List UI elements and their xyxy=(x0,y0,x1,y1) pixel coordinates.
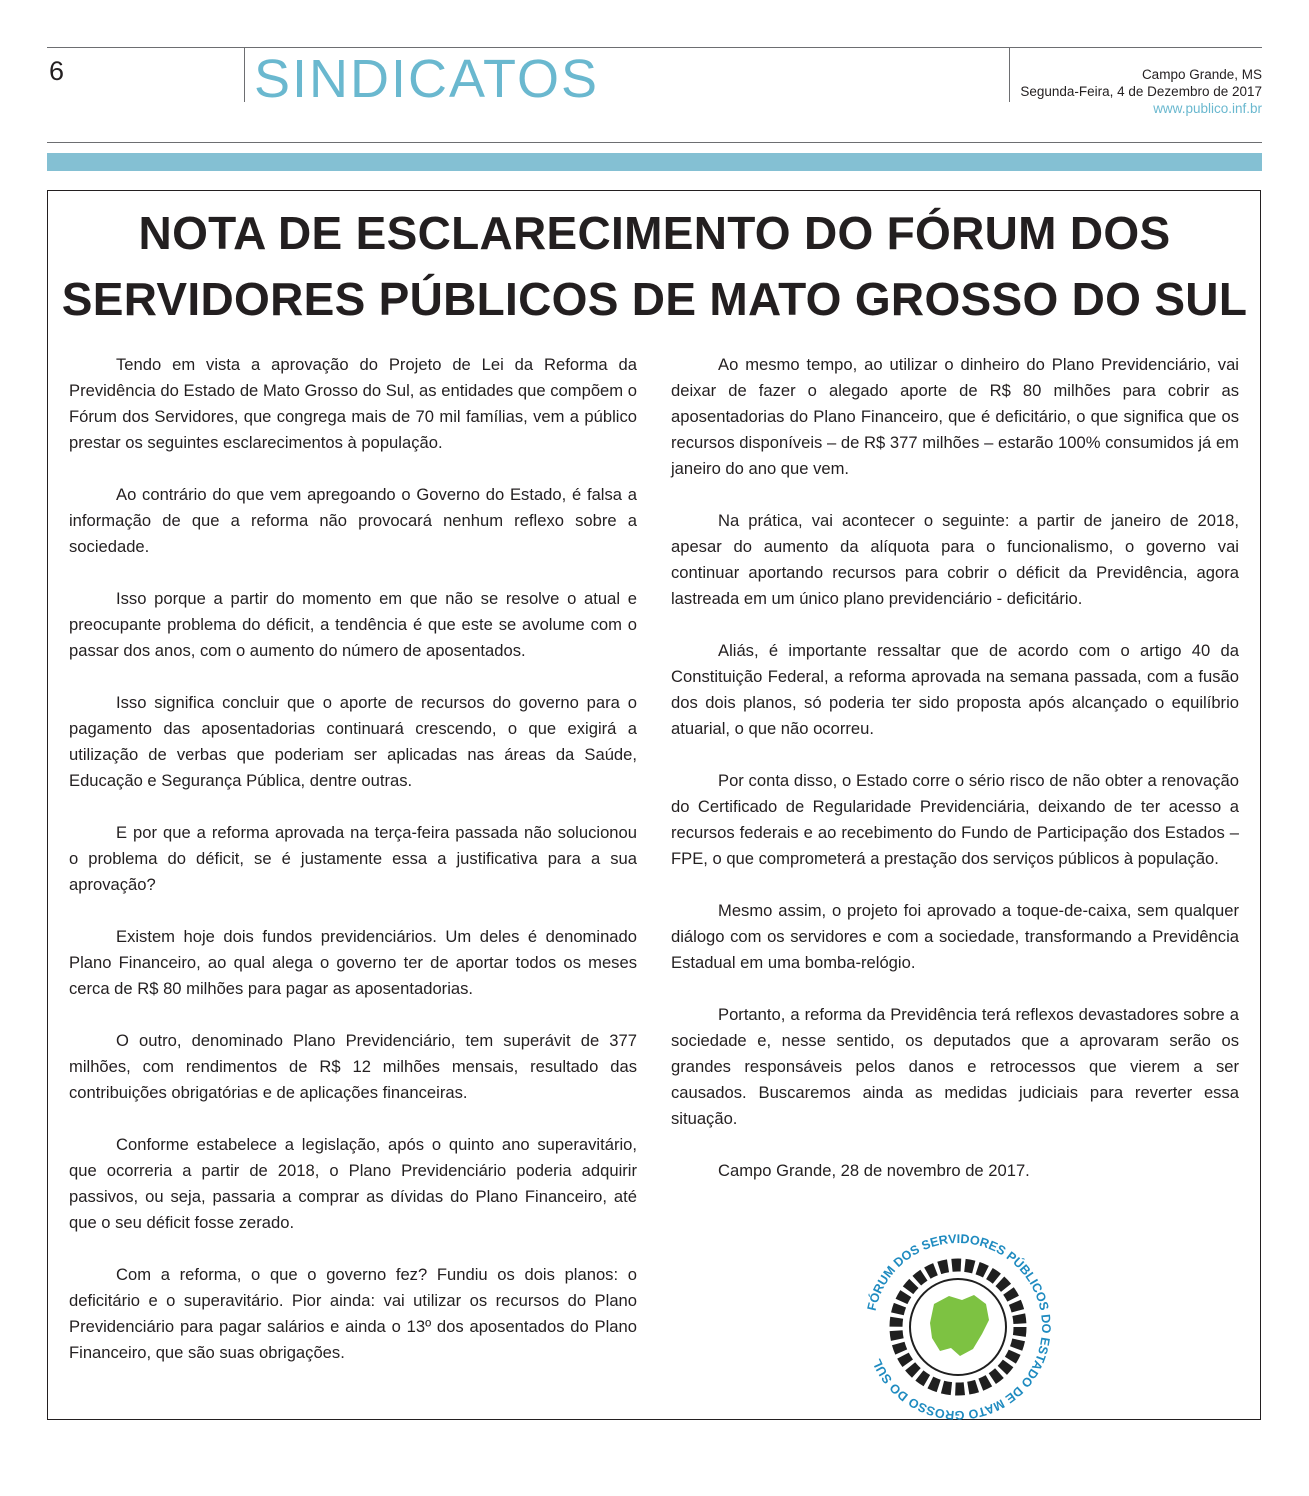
paragraph: Isso porque a partir do momento em que não se resolve o atual e preocupante problema do déficit, a tendência é que este se avolume com o passar dos anos, com o aumento do número de aposentados. xyxy=(69,589,637,660)
header-divider-right xyxy=(1009,47,1010,102)
article-headline xyxy=(0,200,1309,332)
header-meta xyxy=(1020,66,1262,117)
paragraph: Conforme estabelece a legislação, após o quinto ano superavitário, que ocorreria a partir de 2018, o Plano Previdenciário poderia adquirir passivos, ou seja, passaria a comprar as dívidas do Plano Financeiro, até que o seu déficit fosse zerado. xyxy=(69,1135,637,1232)
paragraph: E por que a reforma aprovada na terça-feira passada não solucionou o problema do déficit, se é justamente essa a justificativa para a sua aprovação? xyxy=(69,823,637,894)
paragraph: Portanto, a reforma da Previdência terá reflexos devastadores sobre a sociedade e, nesse sentido, os deputados que a aprovaram serão os grandes responsáveis pelos danos e retrocessos que vierem a ser causados. Buscaremos ainda as medidas judiciais para reverter essa situação. xyxy=(671,1005,1239,1128)
mato-grosso-do-sul-map xyxy=(930,1295,989,1356)
paragraph: Ao contrário do que vem apregoando o Governo do Estado, é falsa a informação de que a reforma não provocará nenhum reflexo sobre a sociedade. xyxy=(69,485,637,556)
paragraph: Ao mesmo tempo, ao utilizar o dinheiro do Plano Previdenciário, vai deixar de fazer o alegado aporte de R$ 80 milhões para cobrir as aposentadorias do Plano Financeiro, que é deficitário, o que significa que os recursos disponíveis – de R$ 377 milhões – estarão 100% consumidos já em janeiro do ano que vem. xyxy=(671,355,1239,478)
paragraph: Por conta disso, o Estado corre o sério risco de não obter a renovação do Certificado de Regularidade Previdenciária, deixando de ter acesso a recursos federais e ao recebimento do Fundo de Participação dos Estados – FPE, o que comprometerá a prestação dos serviços públicos à população. xyxy=(671,771,1239,868)
paragraph: Na prática, vai acontecer o seguinte: a partir de janeiro de 2018, apesar do aumento da alíquota para o funcionalismo, o governo vai continuar aportando recursos para cobrir o déficit da Previdência, agora lastreada em um único plano previdenciário - deficitário. xyxy=(671,511,1239,608)
paragraph: Isso significa concluir que o aporte de recursos do governo para o pagamento das aposentadorias continuará crescendo, o que exigirá a utilização de verbas que poderiam ser aplicadas nas áreas da Saúde, Educação e Segurança Pública, dentre outras. xyxy=(69,693,637,790)
accent-bar xyxy=(47,153,1262,171)
section-title: SINDICATOS xyxy=(254,49,600,109)
headline-line-1: NOTA DE ESCLARECIMENTO DO FÓRUM DOS xyxy=(138,207,1171,259)
article-column-left xyxy=(69,352,637,1392)
paragraph: Tendo em vista a aprovação do Projeto de Lei da Reforma da Previdência do Estado de Mato Grosso do Sul, as entidades que compõem o Fórum dos Servidores, que congrega mais de 70 mil famílias, vem a público prestar os seguintes esclarecimentos à população. xyxy=(69,355,637,452)
signature-date: Campo Grande, 28 de novembro de 2017. xyxy=(718,1161,1030,1180)
logo-ring-text: FÓRUM DOS SERVIDORES PÚBLICOS DO ESTADO DE MATO GROSSO DO SUL xyxy=(864,1232,1054,1422)
header-date: Segunda-Feira, 4 de Dezembro de 2017 xyxy=(1020,84,1262,99)
page-number: 6 xyxy=(49,56,65,86)
headline-line-2: SERVIDORES PÚBLICOS DE MATO GROSSO DO SUL xyxy=(61,273,1248,325)
header-website[interactable]: www.publico.inf.br xyxy=(1153,101,1262,116)
header-divider-left xyxy=(244,47,245,102)
article-column-right xyxy=(671,352,1239,1210)
paragraph: Existem hoje dois fundos previdenciários. Um deles é denominado Plano Financeiro, ao qual alega o governo ter de aportar todos os meses cerca de R$ 80 milhões para pagar as aposentadorias. xyxy=(69,927,637,998)
header-bottom-rule xyxy=(47,142,1262,143)
paragraph: Com a reforma, o que o governo fez? Fundiu os dois planos: o deficitário e o superavitário. Pior ainda: vai utilizar os recursos do Plano Previdenciário para pagar salários e ainda o 13º dos aposentados do Plano Financeiro, que são suas obrigações. xyxy=(69,1265,637,1362)
paragraph: O outro, denominado Plano Previdenciário, tem superávit de 377 milhões, com rendimentos de R$ 12 milhões mensais, resultado das contribuições obrigatórias e de aplicações financeiras. xyxy=(69,1031,637,1102)
forum-logo xyxy=(848,1232,1068,1422)
paragraph: Aliás, é importante ressaltar que de acordo com o artigo 40 da Constituição Federal, a reforma aprovada na semana passada, com a fusão dos dois planos, só poderia ter sido proposta após alcançado o equilíbrio atuarial, o que não ocorreu. xyxy=(671,641,1239,738)
paragraph: Mesmo assim, o projeto foi aprovado a toque-de-caixa, sem qualquer diálogo com os servidores e com a sociedade, transformando a Previdência Estadual em uma bomba-relógio. xyxy=(671,901,1239,972)
header-city: Campo Grande, MS xyxy=(1141,67,1262,82)
header-top-rule xyxy=(47,47,1262,48)
